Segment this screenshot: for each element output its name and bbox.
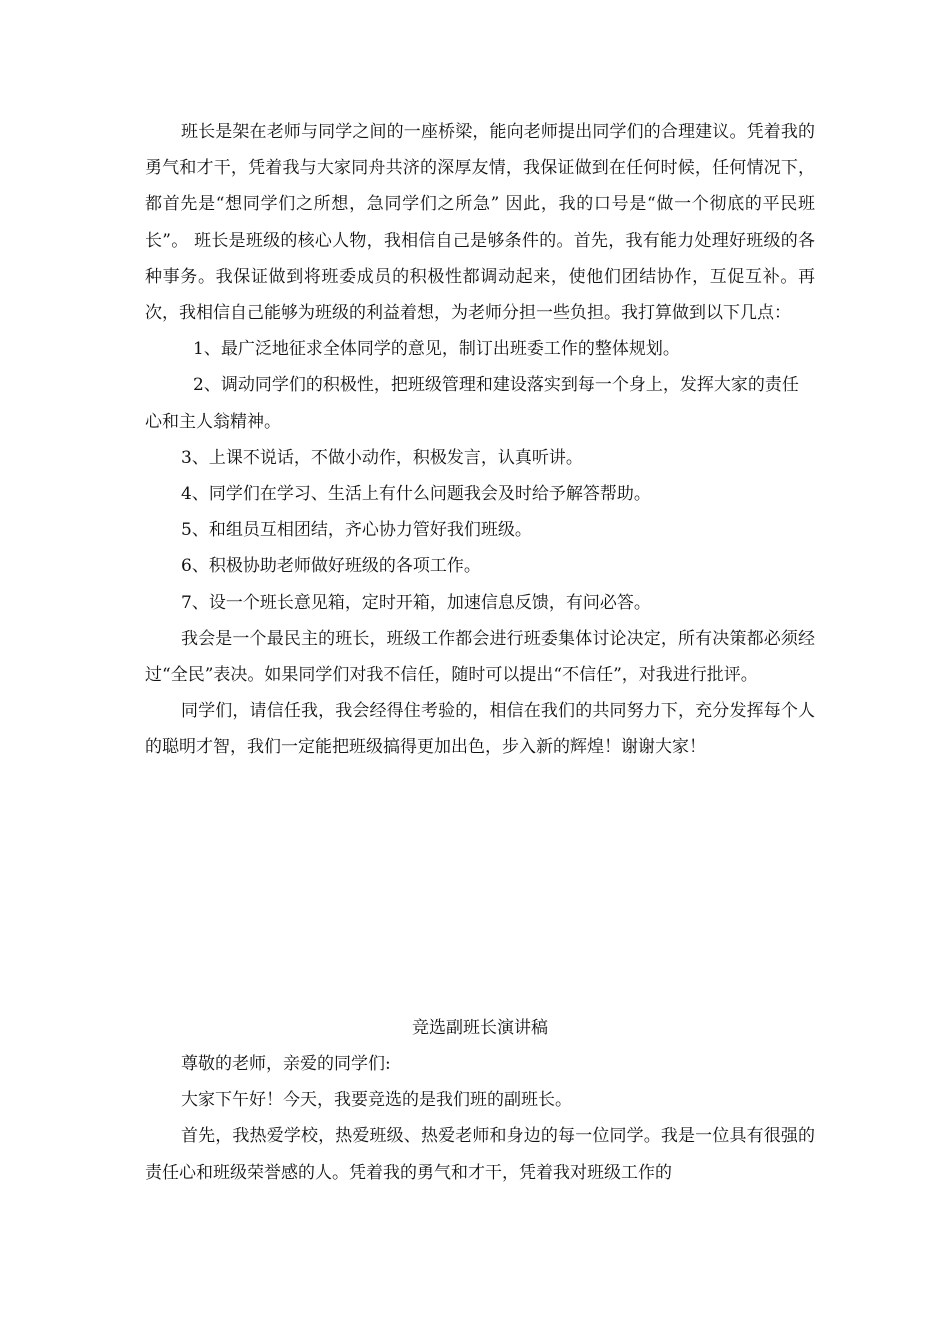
closing-paragraph: 同学们，请信任我，我会经得住考验的，相信在我们的共同努力下，充分发挥每个人的聪明才智，我们一定能把班级搞得更加出色，步入新的辉煌！谢谢大家！ [145, 701, 815, 758]
greeting: 大家下午好！今天，我要竞选的是我们班的副班长。 [181, 1090, 572, 1111]
plan-item-5: 5、和组员互相团结，齐心协力管好我们班级。 [181, 520, 532, 541]
democracy-paragraph: 我会是一个最民主的班长，班级工作都会进行班委集体讨论决定，所有决策都必须经过“全民”表决。如果同学们对我不信任，随时可以提出“不信任”，对我进行批评。 [145, 628, 815, 686]
section2-paragraph: 首先，我热爱学校，热爱班级、热爱老师和身边的每一位同学。我是一位具有很强的责任心和班级荣誉感的人。凭着我的勇气和才干，凭着我对班级工作的 [145, 1126, 815, 1183]
intro-paragraph: 班长是架在老师与同学之间的一座桥梁，能向老师提出同学们的合理建议。凭着我的勇气和才干，凭着我与大家同舟共济的深厚友情，我保证做到在任何时候，任何情况下，都首先是“想同学们之所想，急同学们之所急” 因此，我的口号是“做一个彻底的平民班长”。 班长是班级的核心人物，我相信自己是够条件的。首先，我有能力处理好班级的各种事务。我保证做到将班委成员的积极性都调动起来，使他们团结协作，互促互补。再次，我相信自己能够为班级的利益着想，为老师分担一些负担。我打算做到以下几点： [145, 122, 815, 324]
plan-item-2: 2、调动同学们的积极性，把班级管理和建设落实到每一个身上，发挥大家的责任心和主人翁精神。 [145, 375, 799, 432]
section-title: 竞选副班长演讲稿 [412, 1018, 548, 1038]
plan-item-3: 3、上课不说话，不做小动作，积极发言，认真听讲。 [181, 447, 583, 468]
speech-body-section-2 [145, 1046, 815, 1191]
salutation: 尊敬的老师，亲爱的同学们: [181, 1054, 391, 1074]
plan-item-6: 6、积极协助老师做好班级的各项工作。 [181, 556, 481, 577]
plan-item-4: 4、同学们在学习、生活上有什么问题我会及时给予解答帮助。 [181, 484, 651, 505]
plan-item-7: 7、设一个班长意见箱，定时开箱，加速信息反馈，有问必答。 [181, 592, 651, 613]
plan-item-1: 1、最广泛地征求全体同学的意见，制订出班委工作的整体规划。 [193, 339, 680, 360]
speech-body-section-1 [145, 114, 815, 766]
